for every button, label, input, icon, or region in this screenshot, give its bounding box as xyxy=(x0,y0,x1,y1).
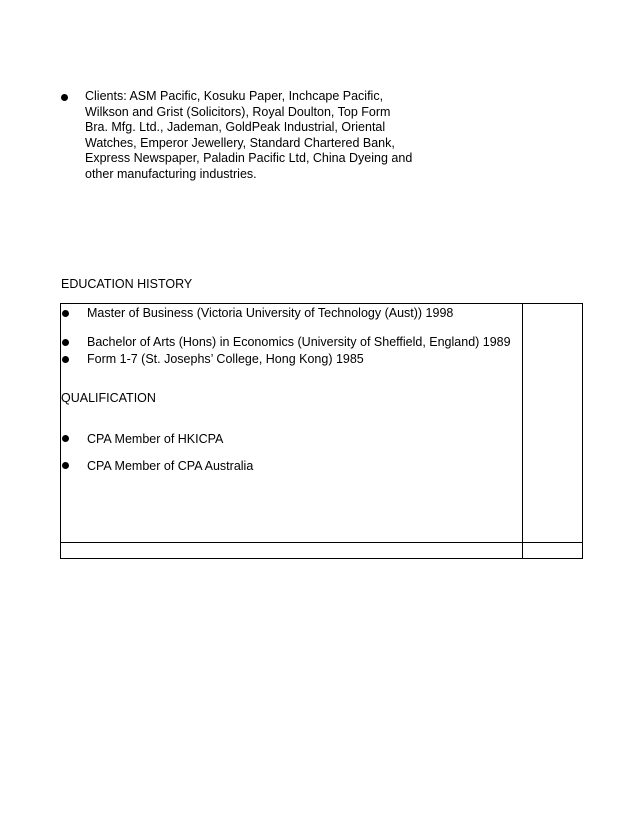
education-item: Form 1-7 (St. Josephs’ College, Hong Kong) 1985 xyxy=(87,352,364,366)
table-row-divider xyxy=(60,542,583,543)
table-column-divider xyxy=(522,303,523,559)
clients-paragraph: Clients: ASM Pacific, Kosuku Paper, Inchcape Pacific, Wilkson and Grist (Solicitors), Royal Doulton, Top Form Bra. Mfg. Ltd., Jademan, GoldPeak Industrial, Oriental Watches, Emperor Jewellery, Standard Chartered Bank, Express Newspaper, Paladin Pacific Ltd, China Dyeing and other manufacturing industries. xyxy=(85,89,413,181)
education-history-heading: EDUCATION HISTORY xyxy=(61,277,193,291)
bullet-icon xyxy=(62,462,69,469)
bullet-icon xyxy=(62,356,69,363)
bullet-icon xyxy=(62,435,69,442)
education-item: Master of Business (Victoria University of Technology (Aust)) 1998 xyxy=(87,306,454,320)
qualification-item: CPA Member of HKICPA xyxy=(87,432,224,446)
bullet-icon xyxy=(62,339,69,346)
bullet-icon xyxy=(62,310,69,317)
education-item: Bachelor of Arts (Hons) in Economics (University of Sheffield, England) 1989 xyxy=(87,335,511,349)
qualification-item: CPA Member of CPA Australia xyxy=(87,459,254,473)
bullet-icon xyxy=(61,94,68,101)
qualification-heading: QUALIFICATION xyxy=(61,391,156,405)
